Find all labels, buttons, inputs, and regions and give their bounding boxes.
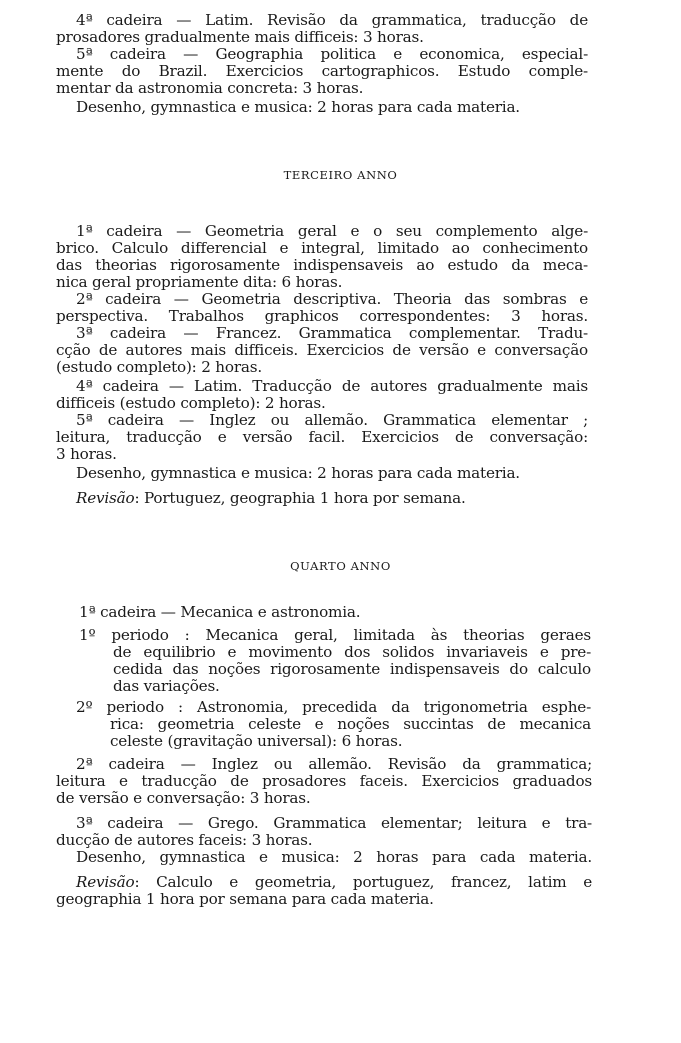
text-line: brico. Calculo differencial e integral, limitado ao conhecimento [56, 239, 588, 257]
text-line: 2ª cadeira — Inglez ou allemão. Revisão da grammatica; [76, 755, 592, 773]
text-line: 3ª cadeira — Grego. Grammatica elementar; leitura e tra- [76, 814, 592, 832]
text-line: 4ª cadeira — Latim. Revisão da grammatica, traducção de [76, 11, 588, 29]
text-line: 2ª cadeira — Geometria descriptiva. Theoria das sombras e [76, 290, 588, 308]
section-heading-terceiro-anno: TERCEIRO ANNO [283, 168, 398, 182]
text-line: 2º periodo : Astronomia, precedida da trigonometria esphe- [76, 698, 591, 716]
text-line: 5ª cadeira — Geographia politica e economica, especial- [76, 45, 588, 63]
revisao-text: : Calculo e geometria, portuguez, francez, latim e [134, 873, 592, 891]
revisao-line [76, 874, 592, 890]
text-line: de versão e conversação: 3 horas. [56, 789, 311, 807]
text-line: Desenho, gymnastica e musica: 2 horas para cada materia. [76, 464, 520, 482]
text-line: das theorias rigorosamente indispensaveis ao estudo da meca- [56, 256, 588, 274]
text-line: perspectiva. Trabalhos graphicos correspondentes: 3 horas. [56, 307, 588, 325]
revisao-label: Revisão [76, 873, 135, 891]
text-line: 3ª cadeira — Francez. Grammatica complementar. Tradu- [76, 324, 588, 342]
text-line: mente do Brazil. Exercicios cartographicos. Estudo comple- [56, 62, 588, 80]
text-line: celeste (gravitação universal): 6 horas. [110, 732, 403, 750]
text-line: das variações. [113, 677, 220, 695]
text-line: Desenho, gymnastica e musica: 2 horas para cada materia. [76, 98, 520, 116]
text-line: cedida das noções rigorosamente indispensaveis do calculo [113, 660, 591, 678]
revisao-label: Revisão [76, 489, 135, 507]
text-line: mentar da astronomia concreta: 3 horas. [56, 79, 364, 97]
text-line: difficeis (estudo completo): 2 horas. [56, 394, 326, 412]
text-line: nica geral propriamente dita: 6 horas. [56, 273, 343, 291]
text-line: Desenho, gymnastica e musica: 2 horas para cada materia. [76, 848, 592, 866]
text-line: 5ª cadeira — Inglez ou allemão. Grammatica elementar ; [76, 411, 588, 429]
text-line: rica: geometria celeste e noções succintas de mecanica [110, 715, 591, 733]
text-line: 1º periodo : Mecanica geral, limitada às theorias geraes [79, 626, 591, 644]
text-line: de equilibrio e movimento dos solidos invariaveis e pre- [113, 643, 591, 661]
text-line: geographia 1 hora por semana para cada materia. [56, 890, 434, 908]
text-line: 1ª cadeira — Geometria geral e o seu complemento alge- [76, 222, 588, 240]
text-line: leitura, traducção e versão facil. Exercicios de conversação: [56, 428, 588, 446]
revisao-line [76, 490, 466, 506]
text-line: 1ª cadeira — Mecanica e astronomia. [79, 603, 361, 621]
text-line: (estudo completo): 2 horas. [56, 358, 262, 376]
section-heading-quarto-anno: QUARTO ANNO [290, 559, 391, 573]
text-line: ducção de autores faceis: 3 horas. [56, 831, 313, 849]
text-line: 4ª cadeira — Latim. Traducção de autores gradualmente mais [76, 377, 588, 395]
text-line: leitura e traducção de prosadores faceis. Exercicios graduados [56, 772, 592, 790]
text-line: cção de autores mais difficeis. Exercicios de versão e conversação [56, 341, 588, 359]
text-line: prosadores gradualmente mais difficeis: 3 horas. [56, 28, 424, 46]
text-line: 3 horas. [56, 445, 117, 463]
revisao-text: : Portuguez, geographia 1 hora por semana. [134, 489, 466, 507]
